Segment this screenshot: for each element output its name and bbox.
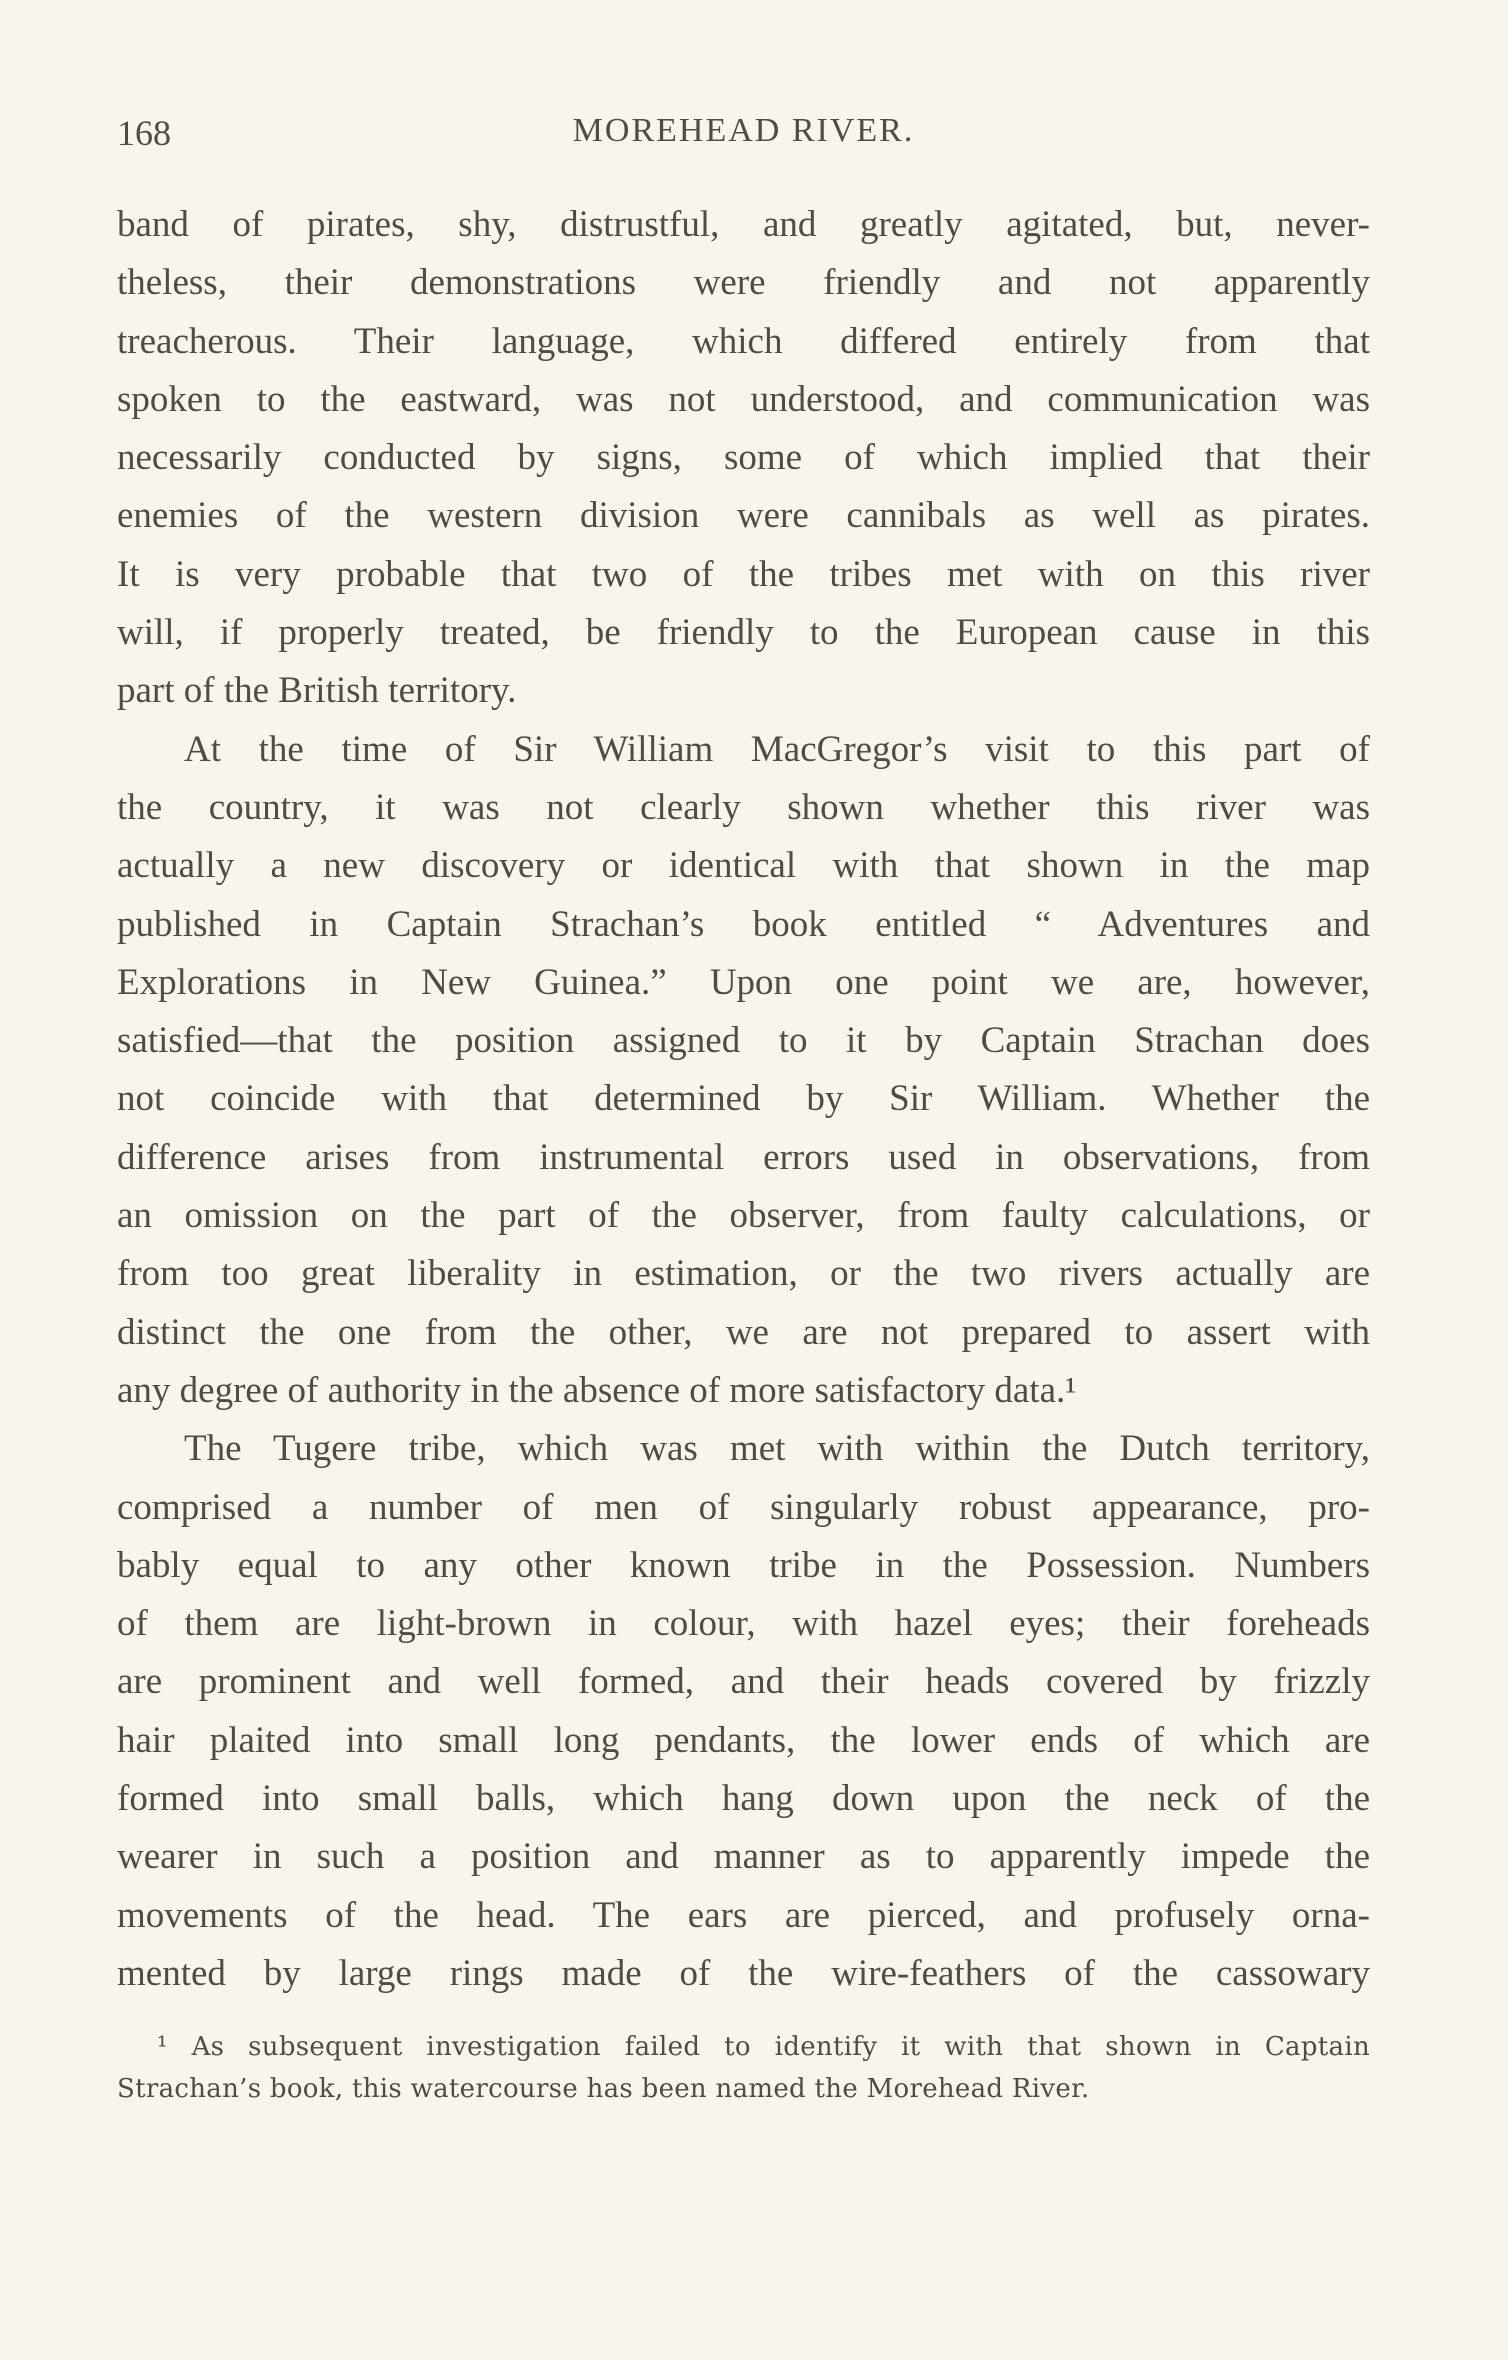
text-line: from too great liberality in estimation, or the two rivers actually are <box>117 1253 1370 1295</box>
text-line: mented by large rings made of the wire-feathers of the cassowary <box>117 1952 1370 1994</box>
text-line: enemies of the western division were cannibals as well as pirates. <box>117 495 1370 537</box>
text-line: bably equal to any other known tribe in the Possession. Numbers <box>117 1544 1370 1586</box>
text-line: difference arises from instrumental errors used in observations, from <box>117 1136 1370 1178</box>
text-line: any degree of authority in the absence of more satisfactory data.¹ <box>117 1369 1077 1411</box>
text-line: The Tugere tribe, which was met with within the Dutch territory, <box>184 1428 1370 1470</box>
text-line: wearer in such a position and manner as to apparently impede the <box>117 1836 1370 1878</box>
footnote-line: ¹ As subsequent investigation failed to identify it with that shown in Captain <box>157 2032 1370 2062</box>
text-line: theless, their demonstrations were friendly and not apparently <box>117 262 1370 304</box>
text-line: movements of the head. The ears are pierced, and profusely orna- <box>117 1894 1370 1936</box>
text-line: treacherous. Their language, which differed entirely from that <box>117 320 1370 362</box>
text-line: distinct the one from the other, we are not prepared to assert with <box>117 1311 1370 1353</box>
running-title: MOREHEAD RIVER. <box>572 112 915 149</box>
text-line: satisfied—that the position assigned to it by Captain Strachan does <box>117 1020 1370 1062</box>
text-line: the country, it was not clearly shown whether this river was <box>117 786 1370 828</box>
text-line: will, if properly treated, be friendly to the European cause in this <box>117 612 1370 654</box>
text-line: are prominent and well formed, and their heads covered by frizzly <box>117 1661 1370 1703</box>
text-line: not coincide with that determined by Sir William. Whether the <box>117 1078 1370 1120</box>
footnote-line: Strachan’s book, this watercourse has been named the Morehead River. <box>117 2074 1090 2104</box>
text-line: hair plaited into small long pendants, the lower ends of which are <box>117 1719 1370 1761</box>
text-line: published in Captain Strachan’s book entitled “ Adventures and <box>117 903 1370 945</box>
text-line: comprised a number of men of singularly robust appearance, pro- <box>117 1486 1370 1528</box>
paragraph <box>117 196 1370 721</box>
page-number: 168 <box>117 113 171 153</box>
paragraph <box>117 721 1370 1421</box>
text-line: part of the British territory. <box>117 670 517 712</box>
paragraph <box>117 1420 1370 2003</box>
text-line: formed into small balls, which hang down upon the neck of the <box>117 1778 1370 1820</box>
text-line: Explorations in New Guinea.” Upon one point we are, however, <box>117 961 1370 1003</box>
text-line: necessarily conducted by signs, some of which implied that their <box>117 437 1370 479</box>
text-line: band of pirates, shy, distrustful, and greatly agitated, but, never- <box>117 204 1370 245</box>
text-line: of them are light-brown in colour, with hazel eyes; their foreheads <box>117 1603 1370 1645</box>
text-line: spoken to the eastward, was not understood, and communication was <box>117 378 1370 420</box>
page-header <box>117 112 1370 162</box>
footnote <box>117 2026 1370 2110</box>
text-line: actually a new discovery or identical with that shown in the map <box>117 845 1370 887</box>
text-line: an omission on the part of the observer, from faulty calculations, or <box>117 1195 1370 1237</box>
body-text <box>117 196 1370 2003</box>
text-line: It is very probable that two of the tribes met with on this river <box>117 553 1370 595</box>
text-line: At the time of Sir William MacGregor’s visit to this part of <box>184 728 1370 770</box>
